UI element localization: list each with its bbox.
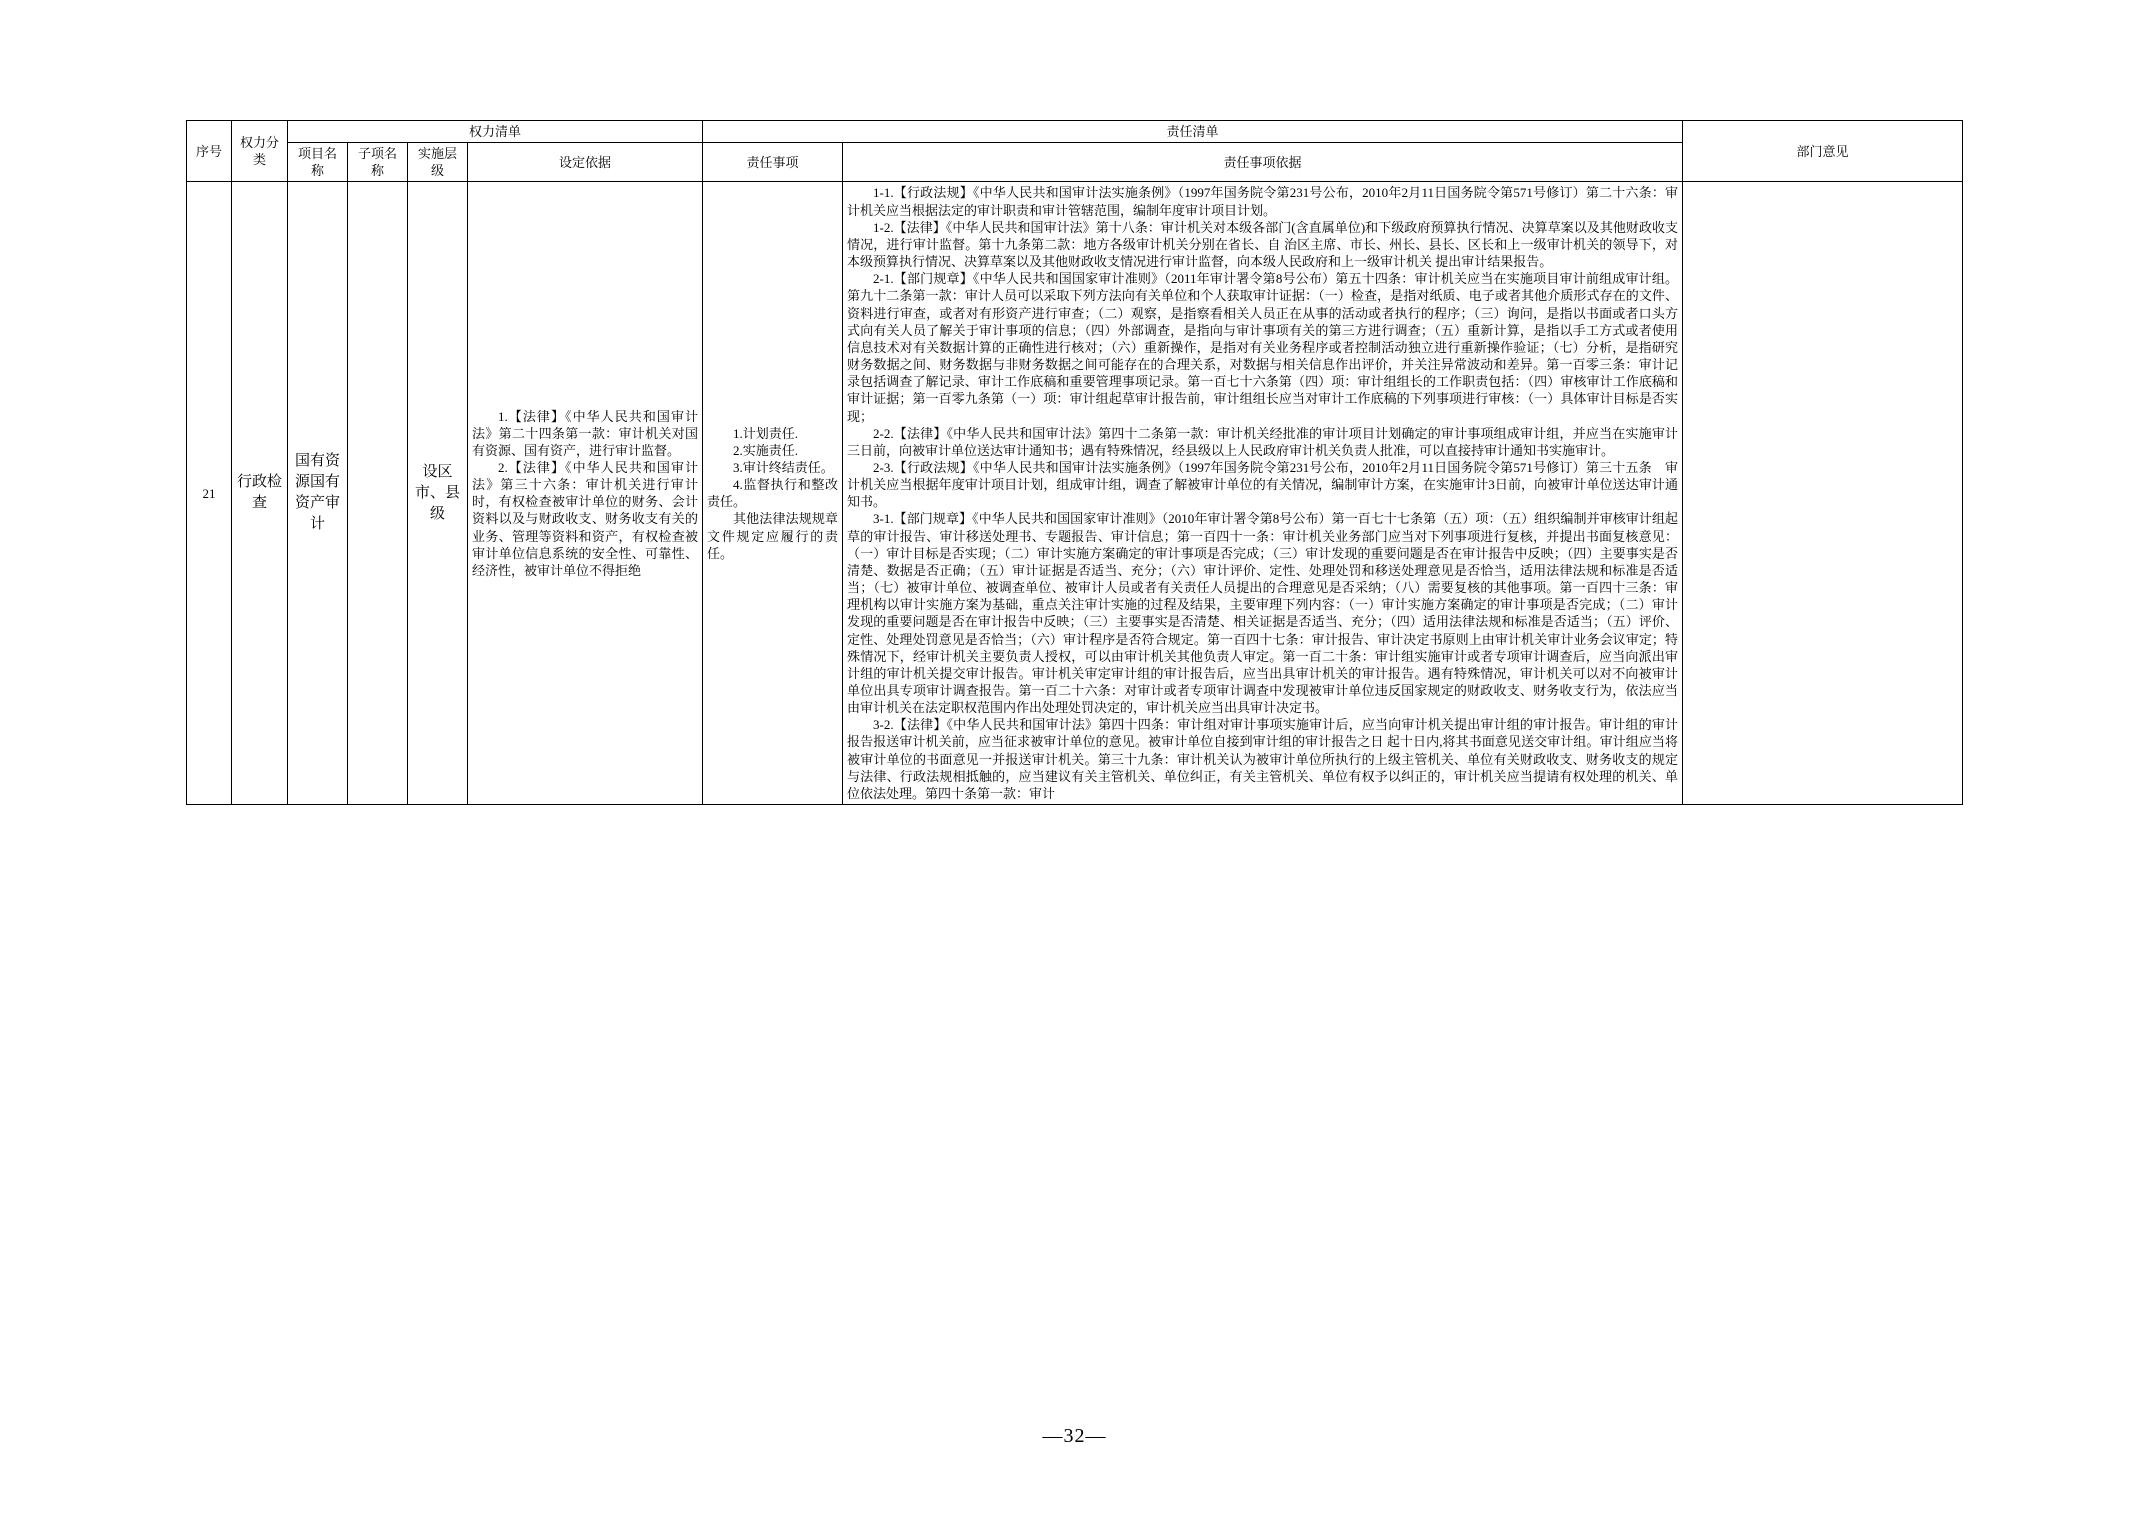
paragraph: 3-2.【法律】《中华人民共和国审计法》第四十四条：审计组对审计事项实施审计后，应当向审计机关提出审计组的审计报告。审计组的审计报告报送审计机关前，应当征求被审计单位的意见。被审计单位自接到审计组的审计报告之日 起十日内,将其书面意见送交审计组。审计组应当将被审计单位的书面意见一并报送审计机关。第三十九条：审计机关认为被审计单位所执行的上级主管机关、单位有关财政收支、财务收支的规定与法律、行政法规相抵触的，应当建议有关主管机关、单位纠正，有关主管机关、单位有权予以纠正的，审计机关应当提请有权处理的机关、单位依法处理。第四十条第一款：审计 xyxy=(847,717,1679,801)
paragraph: 3.审计终结责任。 xyxy=(733,459,834,475)
set-basis-list xyxy=(472,408,698,580)
paragraph: 其他法律法规规章文件规定应履行的责任。 xyxy=(707,511,839,561)
cell-set-basis xyxy=(468,182,703,805)
cell-dept-opinion xyxy=(1683,182,1963,805)
cell-power-category xyxy=(232,182,288,805)
header-group-duty-list: 责任清单 xyxy=(703,121,1683,143)
header-group-power-list: 权力清单 xyxy=(288,121,703,143)
cell-duty-basis xyxy=(843,182,1683,805)
cell-implement-level-text: 设区市、县级 xyxy=(414,463,460,522)
paragraph: 1.【法律】《中华人民共和国审计法》第二十四条第一款：审计机关对国有资源、国有资产，进行审计监督。 xyxy=(472,408,699,458)
paragraph: 2.【法律】《中华人民共和国审计法》第三十六条：审计机关进行审计时，有权检查被审计单位的财务、会计资料以及与财政收支、财务收支有关的业务、管理等资料和资产，有权检查被审计单位信息系统的安全性、可靠性、经济性，被审计单位不得拒绝 xyxy=(472,459,699,578)
header-dept-opinion: 部门意见 xyxy=(1683,121,1963,182)
header-power-category: 权力分类 xyxy=(232,121,288,182)
table-row xyxy=(187,182,1963,805)
paragraph: 1-2.【法律】《中华人民共和国审计法》第十八条：审计机关对本级各部门(含直属单位)和下级政府预算执行情况、决算草案以及其他财政收支情况，进行审计监督。第十九条第二款：地方各级审计机关分别在省长、自 治区主席、市长、州长、县长、区长和上一级审计机关的领导下，对本级预算执行情况、决算草案以及其他财政收支情况进行审计监督，向本级人民政府和上一级审计机关 提出审计结果报告。 xyxy=(847,219,1679,270)
paragraph: 4.监督执行和整改责任。 xyxy=(707,477,839,510)
cell-item-name-text: 国有资源国有资产审计 xyxy=(294,453,340,533)
header-seq: 序号 xyxy=(187,121,232,182)
paragraph: 2-3.【行政法规】《中华人民共和国审计法实施条例》（1997年国务院令第231号公布，2010年2月11日国务院令第571号修订）第三十五条 审计机关应当根据年度审计项目计划，组成审计组，调查了解被审计单位的有关情况，编制审计方案，在实施审计3日前，向被审计单位送达审计通知书。 xyxy=(847,459,1679,510)
page-number: —32— xyxy=(1042,1425,1107,1447)
cell-item-name xyxy=(288,182,348,805)
header-sub-item-name: 子项名称 xyxy=(348,143,408,182)
paragraph: 3-1.【部门规章】《中华人民共和国国家审计准则》（2010年审计署令第8号公布）第一百七十七条第（五）项：（五）组织编制并审核审计组起草的审计报告、审计移送处理书、专题报告、审计信息；第一百四十一条：审计机关业务部门应当对下列事项进行复核，并提出书面复核意见：（一）审计目标是否实现；（二）审计实施方案确定的审计事项是否完成；（三）审计发现的重要问题是否在审计报告中反映；（四）主要事实是否清楚、数据是否正确；（五）审计证据是否适当、充分；（六）审计评价、定性、处理处罚和移送处理意见是否恰当，适用法律法规和标准是否适当；（七）被审计单位、被调查单位、被审计人员或者有关责任人员提出的合理意见是否采纳；（八）需要复核的其他事项。第一百四十三条：审理机构以审计实施方案为基础，重点关注审计实施的过程及结果，主要审理下列内容：（一）审计实施方案确定的审计事项是否完成；（二）审计发现的重要问题是否在审计报告中反映；（三）主要事实是否清楚、相关证据是否适当、充分；（四）适用法律法规和标准是否适当；（五）评价、定性、处理处罚意见是否恰当；（六）审计程序是否符合规定。第一百四十七条：审计报告、审计决定书原则上由审计机关审计业务会议审定；特殊情况下，经审计机关主要负责人授权，可以由审计机关其他负责人审定。第一百二十条：审计组实施审计或者专项审计调查后，应当向派出审计组的审计机关提交审计报告。审计机关审定审计组的审计报告后，应当出具审计机关的审计报告。遇有特殊情况，审计机关可以对不向被审计单位出具专项审计调查报告。第一百二十六条：对审计或者专项审计调查中发现被审计单位违反国家规定的财政收支、财务收支行为，依法应当由审计机关在法定职权范围内作出处理处罚决定的，审计机关应当出具审计决定书。 xyxy=(847,511,1679,716)
cell-implement-level xyxy=(408,182,468,805)
cell-sub-item-name xyxy=(348,182,408,805)
cell-seq: 21 xyxy=(187,182,232,805)
cell-power-category-text: 行政检查 xyxy=(236,474,282,512)
paragraph: 2.实施责任. xyxy=(733,442,799,458)
duty-basis-list xyxy=(847,184,1678,802)
paragraph: 2-2.【法律】《中华人民共和国审计法》第四十二条第一款：审计机关经批准的审计项目计划确定的审计事项组成审计组，并应当在实施审计三日前，向被审计单位送达审计通知书；遇有特殊情况，经县级以上人民政府审计机关负责人批准，可以直接持审计通知书实施审计。 xyxy=(847,425,1679,458)
header-set-basis: 设定依据 xyxy=(468,143,703,182)
table-header-row-1 xyxy=(187,121,1963,143)
paragraph: 1-1.【行政法规】《中华人民共和国审计法实施条例》（1997年国务院令第231号公布，2010年2月11日国务院令第571号修订）第二十六条：审计机关应当根据法定的审计职责和审计管辖范围，编制年度审计项目计划。 xyxy=(847,185,1679,218)
paragraph: 2-1.【部门规章】《中华人民共和国国家审计准则》（2011年审计署令第8号公布）第五十四条：审计机关应当在实施项目审计前组成审计组。第九十二条第一款：审计人员可以采取下列方法向有关单位和个人获取审计证据：（一）检查，是指对纸质、电子或者其他介质形式存在的文件、资料进行审查，或者对有形资产进行审查；（二）观察，是指察看相关人员正在从事的活动或者执行的程序；（三）询问，是指以书面或者口头方式向有关人员了解关于审计事项的信息；（四）外部调查，是指向与审计事项有关的第三方进行调查；（五）重新计算，是指以手工方式或者使用信息技术对有关数据计算的正确性进行核对；（六）重新操作，是指对有关业务程序或者控制活动独立进行重新操作验证；（七）分析，是指研究财务数据之间、财务数据与非财务数据之间可能存在的合理关系，对数据与相关信息作出评价，并关注异常波动和差异。第一百零三条：审计记录包括调查了解记录、审计工作底稿和重要管理事项记录。第一百七十六条第（四）项：审计组组长的工作职责包括：（四）审核审计工作底稿和审计证据；第一百零九条第（一）项：审计组起草审计报告前，审计组组长应当对审计工作底稿的下列事项进行审核：（一）具体审计目标是否实现； xyxy=(847,271,1679,424)
header-duty-basis: 责任事项依据 xyxy=(843,143,1683,182)
header-item-name: 项目名称 xyxy=(288,143,348,182)
header-implement-level: 实施层级 xyxy=(408,143,468,182)
header-duty-matters: 责任事项 xyxy=(703,143,843,182)
paragraph: 1.计划责任. xyxy=(733,425,799,441)
power-duty-list-table xyxy=(186,120,1963,805)
duty-matters-list xyxy=(707,425,838,562)
cell-duty-matters xyxy=(703,182,843,805)
